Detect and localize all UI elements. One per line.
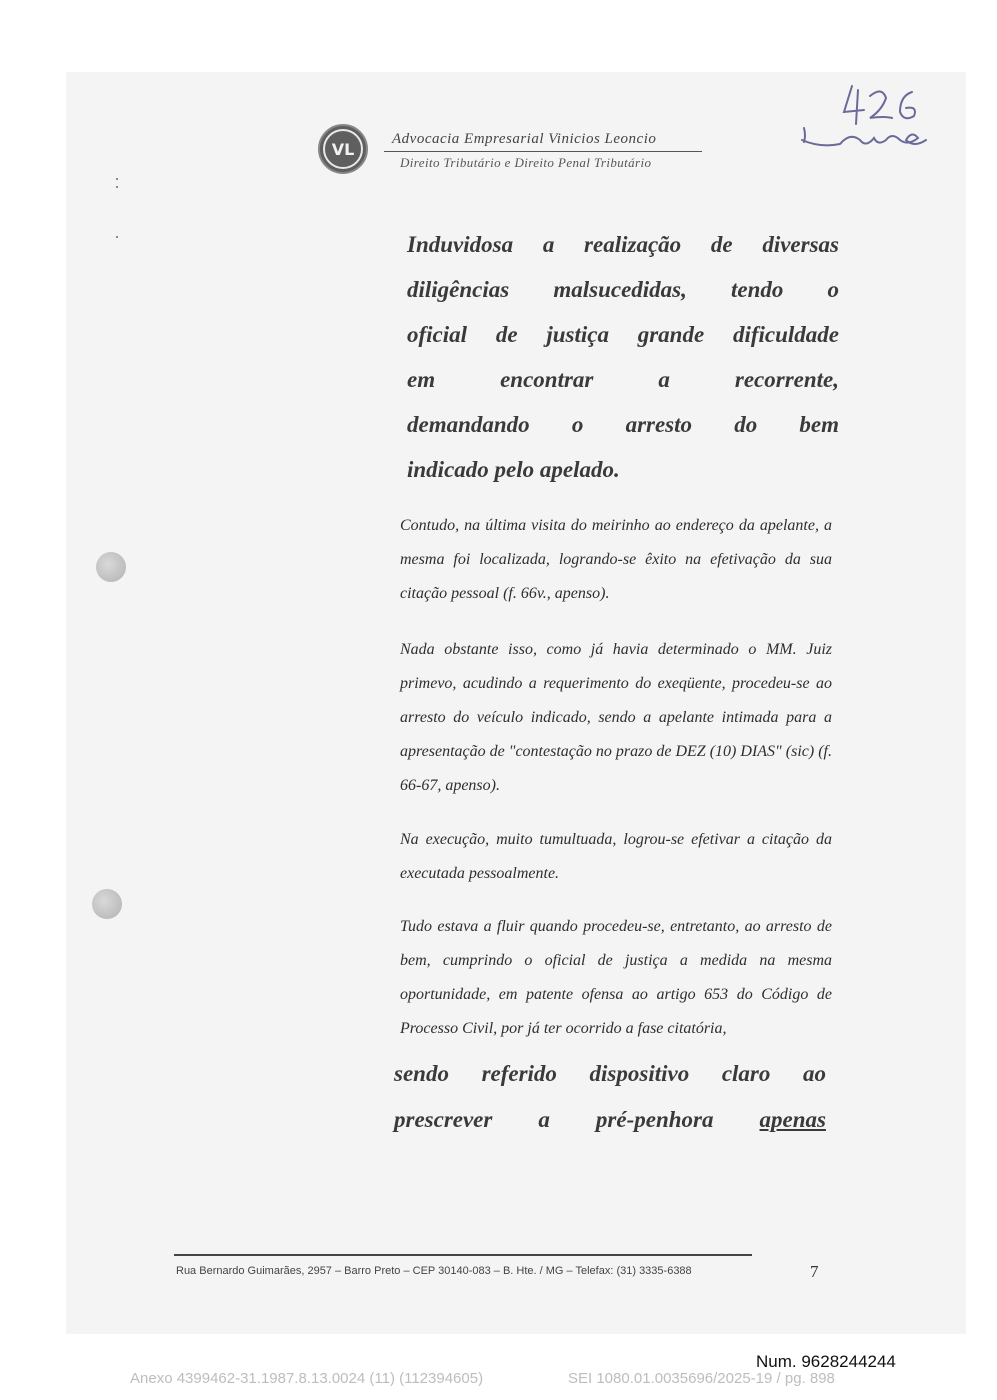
- emphasis-paragraph: [407, 222, 839, 492]
- emphasis-line: oficial de justiça grande dificuldade: [407, 322, 839, 347]
- tail-word: sendo: [394, 1061, 449, 1086]
- emphasis-line: indicado pelo apelado.: [407, 457, 620, 482]
- header-rule: [384, 151, 702, 152]
- emphasis-line: demandando o arresto do bem: [407, 412, 839, 437]
- emphasis-line: Induvidosa a realização de diversas: [407, 232, 839, 257]
- tail-word: a: [538, 1107, 550, 1132]
- body-paragraph: Nada obstante isso, como já havia determinado o MM. Juiz primevo, acudindo a requerimento do exeqüente, procedeu-se ao arresto do veículo indicado, sendo a apelante intimada para a apresentação de "contestação no prazo de DEZ (10) DIAS" (sic) (f. 66-67, apenso).: [400, 641, 832, 794]
- sei-stamp: SEI 1080.01.0035696/2025-19 / pg. 898: [568, 1370, 835, 1387]
- scan-speck: [116, 236, 118, 238]
- emphasis-line: diligências malsucedidas, tendo o: [407, 277, 839, 302]
- tail-word: referido: [481, 1061, 557, 1086]
- body-paragraph: Na execução, muito tumultuada, logrou-se efetivar a citação da executada pessoalmente.: [400, 831, 832, 882]
- handwritten-annotation: [800, 80, 940, 155]
- punch-hole: [96, 552, 126, 582]
- emphasis-tail: [394, 1051, 826, 1143]
- document-number: Num. 9628244244: [756, 1352, 896, 1371]
- firm-logo: [318, 124, 368, 174]
- footer-rule: [174, 1254, 752, 1256]
- page-number: 7: [810, 1262, 819, 1281]
- body-paragraph: Contudo, na última visita do meirinho ao endereço da apelante, a mesma foi localizada, logrando-se êxito na efetivação da sua citação pessoal (f. 66v., apenso).: [400, 517, 832, 602]
- tail-word: claro: [721, 1061, 771, 1086]
- annex-stamp: Anexo 4399462-31.1987.8.13.0024 (11) (112394605): [130, 1370, 484, 1387]
- tail-word: ao: [803, 1061, 826, 1086]
- punch-hole: [92, 889, 122, 919]
- tail-word-underlined: apenas: [759, 1107, 826, 1132]
- tail-word: prescrever: [394, 1107, 493, 1132]
- firm-name: Advocacia Empresarial Vinicios Leoncio: [392, 131, 657, 147]
- body-paragraph: Tudo estava a fluir quando procedeu-se, entretanto, ao arresto de bem, cumprindo o oficial de justiça a medida na mesma oportunidade, em patente ofensa ao artigo 653 do Código de Processo Civil, por já ter ocorrido a fase citatória,: [400, 918, 832, 1037]
- scan-speck: [116, 186, 118, 188]
- logo-monogram: VL: [323, 129, 363, 169]
- emphasis-tail-line: [394, 1051, 826, 1097]
- scan-speck: [116, 178, 118, 180]
- tail-word: pré-penhora: [595, 1107, 714, 1132]
- emphasis-tail-line: [394, 1097, 826, 1143]
- footer-address: Rua Bernardo Guimarães, 2957 – Barro Preto – CEP 30140-083 – B. Hte. / MG – Telefax: (31) 3335-6388: [176, 1265, 692, 1277]
- firm-subtitle: Direito Tributário e Direito Penal Tributário: [400, 155, 652, 170]
- emphasis-line: em encontrar a recorrente,: [407, 367, 839, 392]
- tail-word: dispositivo: [589, 1061, 690, 1086]
